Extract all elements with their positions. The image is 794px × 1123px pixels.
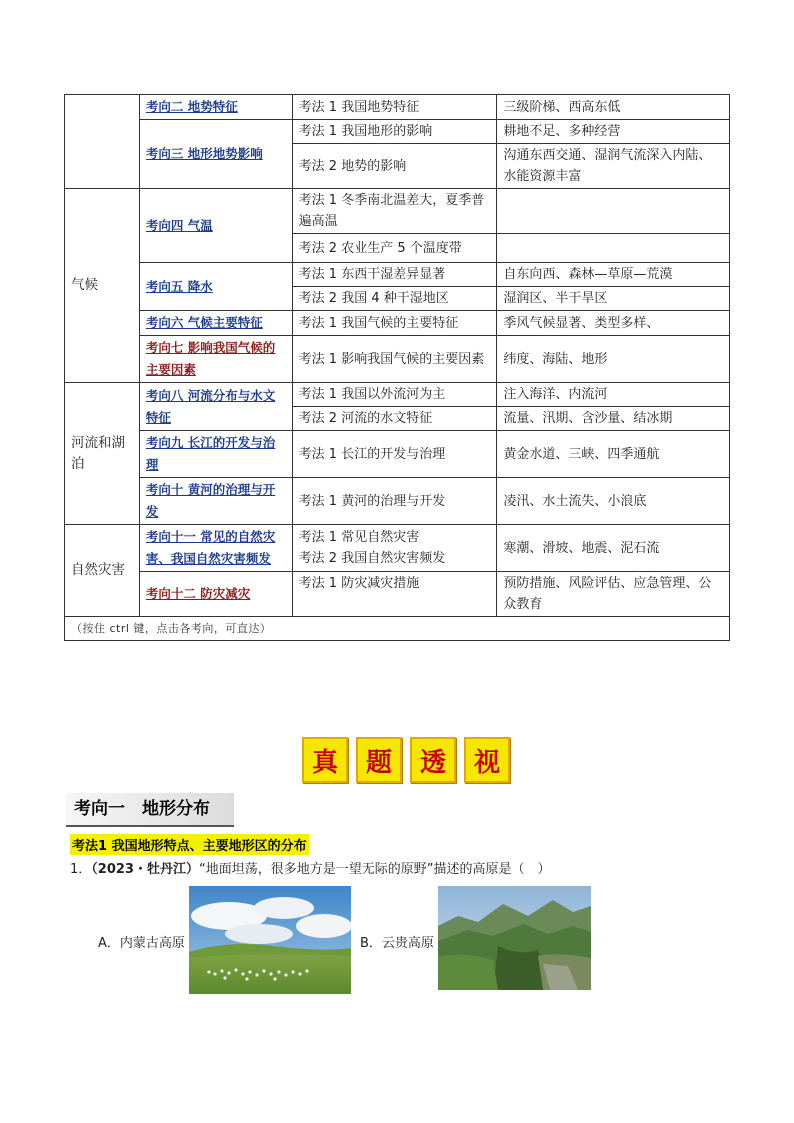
zhenti-banner	[302, 737, 510, 783]
table-row	[65, 263, 730, 287]
option-a-label: A．内蒙古高原	[98, 936, 185, 951]
table-note: （按住 ctrl 键，点击各考向，可直达）	[65, 617, 730, 641]
question-number: 1．	[70, 862, 92, 877]
method-cell: 考法 1 我国地势特征	[292, 95, 497, 120]
method-cell: 考法 1 长江的开发与治理	[292, 431, 497, 478]
grassland-plateau-photo	[189, 886, 351, 994]
method-cell: 考法 2 农业生产 5 个温度带	[292, 234, 497, 263]
direction-cell	[139, 189, 292, 263]
answer-cell: 流量、汛期、含沙量、结冰期	[497, 407, 730, 431]
answer-cell: 纬度、海陆、地形	[497, 336, 730, 383]
direction-link[interactable]: 考向九 长江的开发与治理	[145, 435, 276, 472]
banner-tile: 题	[356, 737, 402, 783]
direction-link[interactable]: 考向三 地形地势影响	[145, 146, 263, 161]
topic-outline-table	[64, 94, 730, 641]
karst-plateau-photo	[438, 886, 591, 990]
direction-cell	[139, 336, 292, 383]
direction-link[interactable]: 考向七 影响我国气候的主要因素	[145, 340, 276, 377]
table-row	[65, 336, 730, 383]
direction-cell	[139, 311, 292, 336]
direction-link[interactable]: 考向四 气温	[145, 217, 213, 233]
category-cell: 河流和湖泊	[65, 383, 140, 525]
method-cell: 考法 1 黄河的治理与开发	[292, 478, 497, 525]
direction-cell	[139, 525, 292, 572]
method-cell: 考法 1 东西干湿差异显著	[292, 263, 497, 287]
question-stem	[70, 858, 550, 877]
banner-tile: 真	[302, 737, 348, 783]
category-cell	[65, 95, 140, 189]
direction-cell	[139, 120, 292, 189]
direction-cell	[139, 383, 292, 431]
direction-link[interactable]: 考向十 黄河的治理与开发	[145, 482, 276, 519]
table-row	[65, 311, 730, 336]
direction-link[interactable]: 考向六 气候主要特征	[145, 315, 263, 330]
method-line: 考法 1 常见自然灾害	[298, 530, 420, 545]
answer-cell: 三级阶梯、西高东低	[497, 95, 730, 120]
answer-cell: 湿润区、半干旱区	[497, 287, 730, 311]
answer-cell: 寒潮、滑坡、地震、泥石流	[497, 525, 730, 572]
answer-cell: 凌汛、水土流失、小浪底	[497, 478, 730, 525]
answer-cell: 预防措施、风险评估、应急管理、公众教育	[497, 572, 730, 617]
answer-cell: 黄金水道、三峡、四季通航	[497, 431, 730, 478]
table-row	[65, 572, 730, 617]
direction-link[interactable]: 考向十二 防灾减灾	[145, 586, 251, 601]
method-cell: 考法 2 地势的影响	[292, 144, 497, 189]
direction-cell	[139, 431, 292, 478]
method-cell: 考法 2 我国 4 种干湿地区	[292, 287, 497, 311]
direction-cell	[139, 95, 292, 120]
method-cell: 考法 1 我国以外流河为主	[292, 383, 497, 407]
answer-cell: 沟通东西交通、湿润气流深入内陆、水能资源丰富	[497, 144, 730, 189]
direction-link[interactable]: 考向八 河流分布与水文特征	[145, 387, 276, 425]
question-source: （2023・牡丹江）	[91, 862, 199, 877]
answer-cell	[497, 189, 730, 234]
category-cell: 气候	[65, 189, 140, 383]
banner-tile: 视	[464, 737, 510, 783]
section-heading: 考向一 地形分布	[66, 793, 234, 827]
direction-link[interactable]: 考向二 地势特征	[145, 99, 238, 114]
table-row	[65, 120, 730, 144]
direction-cell	[139, 572, 292, 617]
direction-cell	[139, 263, 292, 311]
table-row	[65, 431, 730, 478]
method-cell	[292, 525, 497, 572]
option-b-label: B．云贵高原	[360, 936, 434, 951]
answer-cell: 自东向西、森林—草原—荒漠	[497, 263, 730, 287]
answer-cell: 季风气候显著、类型多样、	[497, 311, 730, 336]
method-heading: 考法1 我国地形特点、主要地形区的分布	[70, 834, 309, 855]
banner-tile: 透	[410, 737, 456, 783]
direction-link[interactable]: 考向五 降水	[145, 278, 213, 294]
table-row	[65, 189, 730, 234]
method-cell: 考法 2 河流的水文特征	[292, 407, 497, 431]
method-cell: 考法 1 我国气候的主要特征	[292, 311, 497, 336]
table-row	[65, 95, 730, 120]
method-line: 考法 2 我国自然灾害频发	[298, 551, 446, 566]
category-cell: 自然灾害	[65, 525, 140, 617]
method-cell: 考法 1 防灾减灾措施	[292, 572, 497, 617]
direction-cell	[139, 478, 292, 525]
answer-cell: 耕地不足、多种经营	[497, 120, 730, 144]
table-row	[65, 525, 730, 572]
method-cell: 考法 1 影响我国气候的主要因素	[292, 336, 497, 383]
table-row	[65, 478, 730, 525]
answer-cell: 注入海洋、内流河	[497, 383, 730, 407]
table-row	[65, 617, 730, 641]
direction-link[interactable]: 考向十一 常见的自然灾害、我国自然灾害频发	[145, 529, 276, 566]
table-row	[65, 383, 730, 407]
method-cell: 考法 1 我国地形的影响	[292, 120, 497, 144]
answer-cell	[497, 234, 730, 263]
method-cell: 考法 1 冬季南北温差大，夏季普遍高温	[292, 189, 497, 234]
question-text: “地面坦荡，很多地方是一望无际的原野”描述的高原是（ ）	[198, 862, 551, 877]
